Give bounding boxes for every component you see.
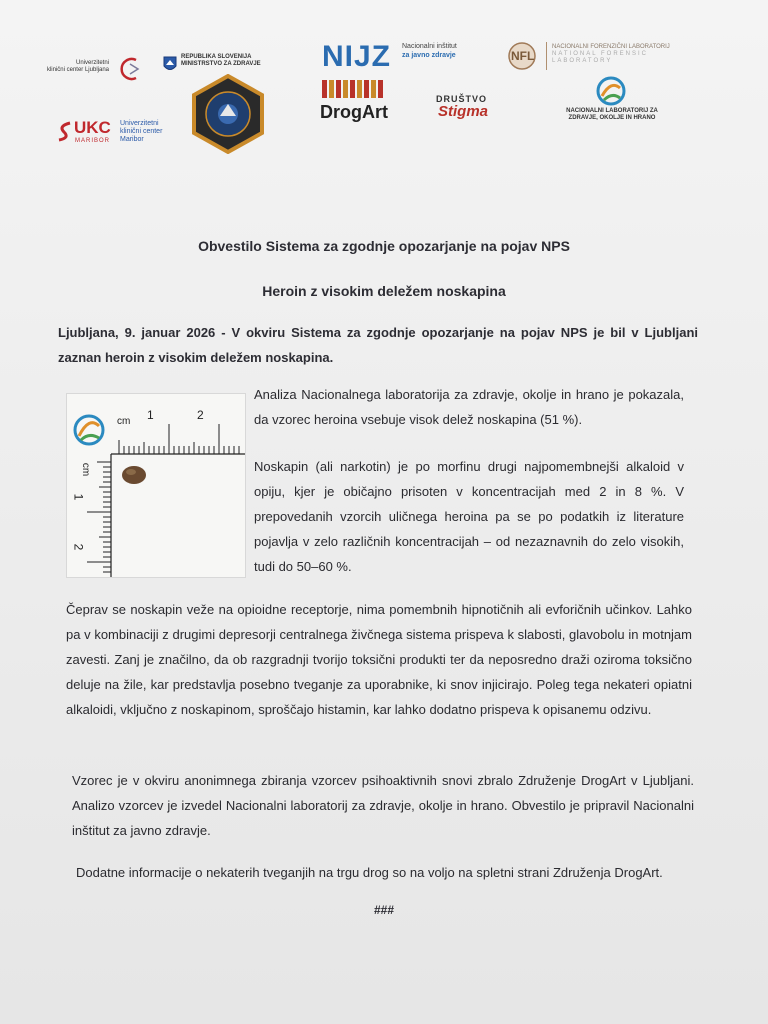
stigma-line2: Stigma (438, 103, 489, 120)
ruler-graphic (67, 394, 245, 577)
nijz-name-line2: za javno zdravje (402, 52, 456, 59)
document-title: Obvestilo Sistema za zgodnje opozarjanje na pojav NPS (198, 238, 570, 254)
paragraph-noscapine-info: Noskapin (ali narkotin) je po morfinu drugi najpomembnejši alkaloid v opiju, kjer je običajno prisoten v koncentracijah med 2 in 8 %. V prepovedanih vzorcih uličnega heroina pa se po podatkih iz literature pojavlja v zelo različnih koncentracijah – od nezaznavnih do zelo visokih, tudi do 50–60 %. (254, 459, 684, 574)
document-subtitle: Heroin z visokim deležem noskapina (262, 283, 506, 299)
sample-photo (66, 393, 246, 578)
ukc-lj-line1: Univerzitetni (75, 60, 109, 66)
nijz-name-line1: Nacionalni inštitut (402, 43, 457, 50)
logo-ukc-maribor (56, 116, 186, 150)
slovenia-crest-icon (163, 56, 177, 74)
ukc-arc-icon (114, 56, 144, 82)
logo-nlzoh (552, 76, 682, 126)
ukc-maribor-sub: MARIBOR (75, 138, 111, 144)
nijz-mark: NIJZ (322, 40, 392, 73)
ukc-mb-line3: Maribor (120, 136, 144, 143)
logo-nijz (318, 40, 478, 80)
ruler-unit-top: cm (117, 416, 131, 427)
stigma-line1: DRUŠTVO (436, 94, 488, 104)
ukc-maribor-swirl-icon (56, 120, 74, 142)
ukc-mb-line1: Univerzitetni (120, 120, 159, 127)
ministry-line1: REPUBLIKA SLOVENIJA (181, 54, 252, 60)
end-mark: ### (373, 903, 395, 917)
ruler-tick-top-2: 2 (197, 408, 204, 422)
ministry-line2: MINISTRSTVO ZA ZDRAVJE (181, 61, 261, 67)
nlzoh-watermark-icon (75, 416, 103, 444)
nfl-name-line1: NACIONALNI FORENZIČNI LABORATORIJ (552, 44, 670, 50)
police-hexagon-badge-icon (192, 74, 264, 154)
nfl-divider (546, 42, 547, 70)
paragraph-more-info: Dodatne informacije o nekaterih tveganjih na trgu drog so na voljo na spletni strani Združenja DrogArt. (76, 865, 663, 880)
paragraph-sample-collection: Vzorec je v okviru anonimnega zbiranja vzorcev psihoaktivnih snovi zbralo Združenje DrogArt v Ljubljani. Analizo vzorcev je izvedel Nacionalni laboratorij za zdravje, okolje in hrano. Obvestilo je pripravil Nacionalni inštitut za javno zdravje. (72, 773, 694, 838)
paragraph-effects: Čeprav se noskapin veže na opioidne receptorje, nima pomembnih hipnotičnih ali evforičnih učinkov. Lahko pa v kombinaciji z drugimi depresorji centralnega živčnega sistema prispeva k slabosti, glavobolu in motnjam zavesti. Zanj je značilno, da ob razgradnji tvorijo toksični produkti ter da neposredno draži oziroma toksično deluje na žile, kar predstavlja posebno tveganje za uporabnike, ki snov injicirajo. Poleg tega nekateri opiatni alkaloidi, vključno z noskapinom, sproščajo histamin, kar lahko dodatno prispeva k opisanemu odzivu. (66, 602, 692, 717)
ukc-mb-line2: klinični center (120, 128, 163, 135)
ruler-tick-left-1: 1 (71, 493, 86, 501)
ruler-unit-left: cm (80, 462, 92, 477)
nfl-mark: NFL (511, 49, 535, 63)
heroin-sample (122, 466, 146, 484)
ukc-maribor-mark: UKC (74, 118, 111, 137)
paragraph-analysis: Analiza Nacionalnega laboratorija za zdravje, okolje in hrano je pokazala, da vzorec heroina vsebuje visok delež noskapina (51 %). (254, 387, 684, 427)
lead-paragraph (58, 320, 698, 370)
nlzoh-emblem-icon (594, 76, 628, 106)
logo-ukc-ljubljana (34, 56, 144, 96)
logo-stigma (432, 94, 512, 124)
lead-text: Ljubljana, 9. januar 2026 - V okviru Sistema za zgodnje opozarjanje na pojav NPS je bil v Ljubljani zaznan heroin z visokim deležem noskapina. (58, 325, 698, 365)
nlzoh-line1: NACIONALNI LABORATORIJ ZA (566, 108, 658, 114)
drogart-bars-icon (322, 78, 388, 100)
drogart-name: DrogArt (320, 102, 388, 122)
nlzoh-line2: ZDRAVJE, OKOLJE IN HRANO (568, 115, 656, 121)
nfl-name-line2: NATIONAL FORENSIC LABORATORY (552, 51, 649, 64)
logo-drogart (318, 78, 398, 124)
ukc-lj-line2: klinični center Ljubljana (46, 67, 109, 73)
ruler-tick-top-1: 1 (147, 408, 154, 422)
logo-nfl (506, 40, 696, 74)
ruler-tick-left-2: 2 (71, 543, 86, 551)
